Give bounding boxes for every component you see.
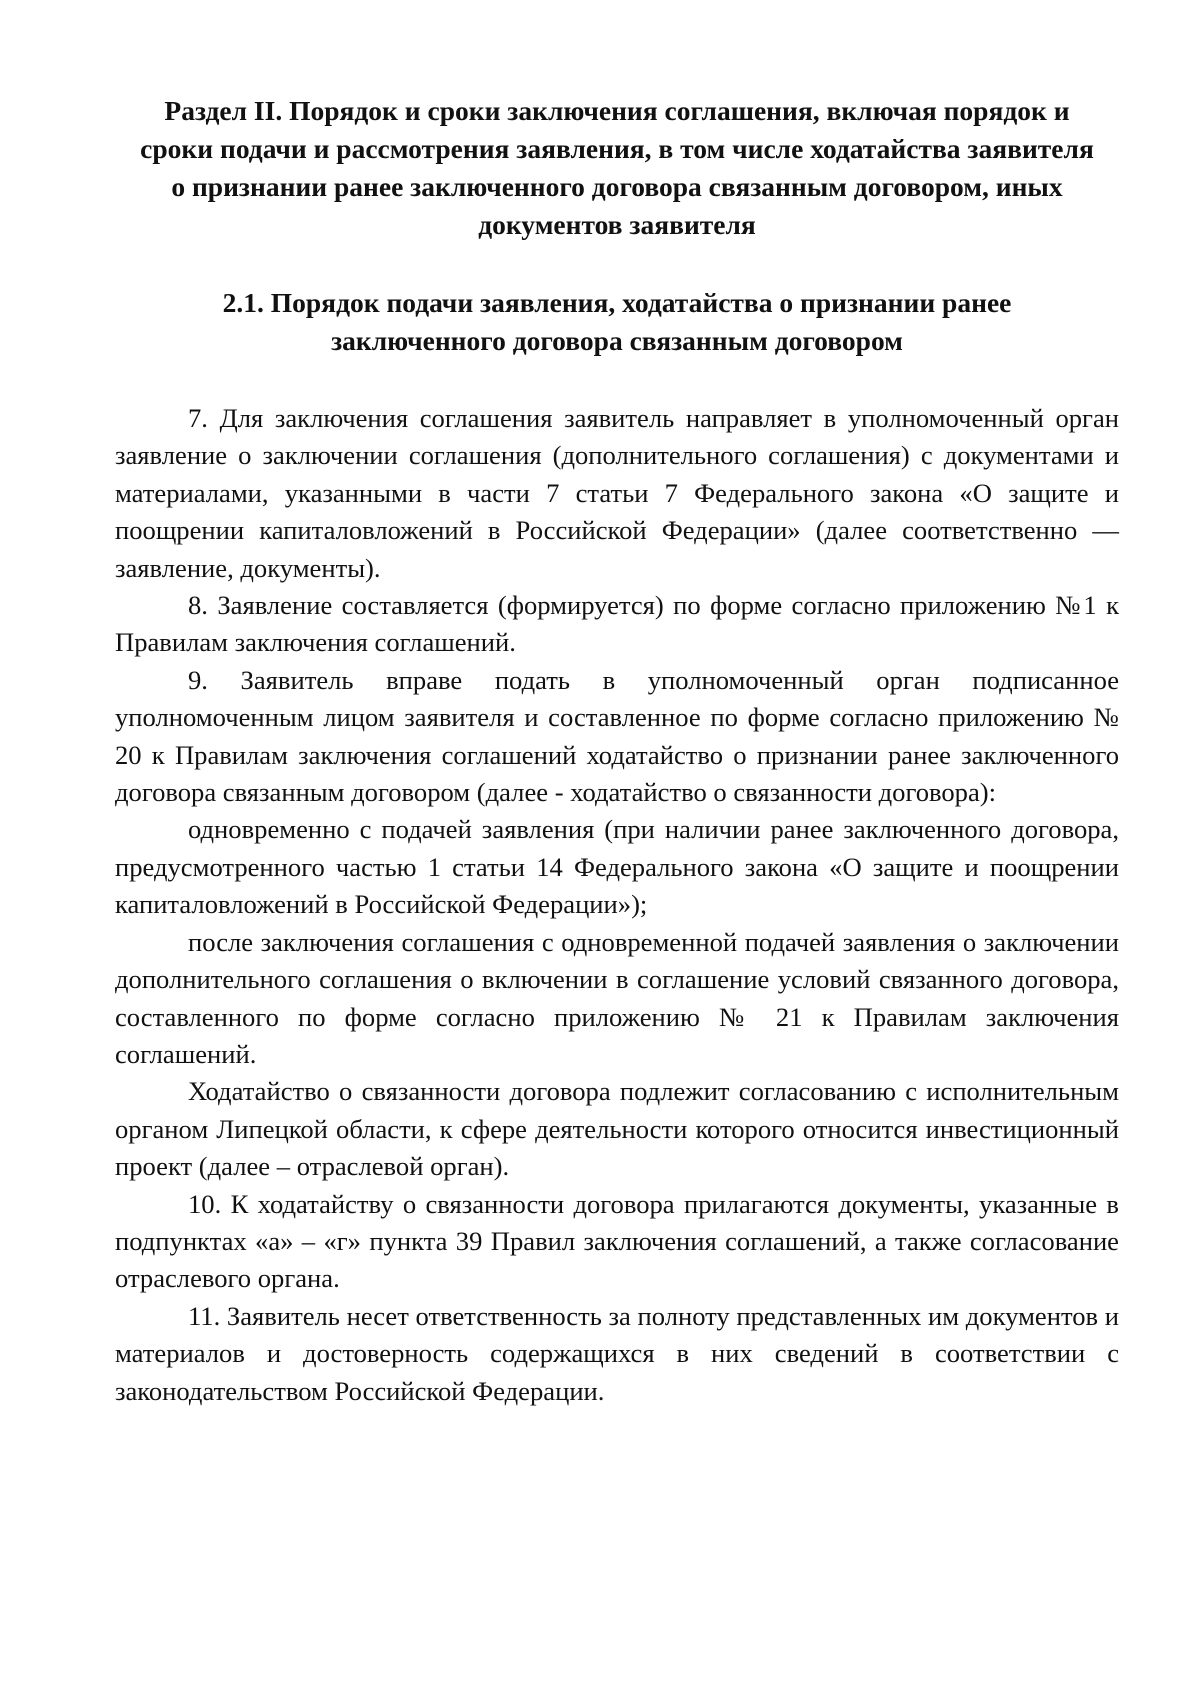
paragraph-9-option-simultaneous: одновременно с подачей заявления (при наличии ранее заключенного договора, предусмотренного частью 1 статьи 14 Федерального закона «О защите и поощрении капиталовложений в Российской Федерации»); [115, 814, 1119, 920]
section-title: Раздел II. Порядок и сроки заключения соглашения, включая порядок и сроки подачи и рассмотрения заявления, в том числе ходатайства заявителя о признании ранее заключенного договора связанным договором, иных документов заявителя [140, 95, 1094, 240]
document-body [115, 400, 1119, 1410]
paragraph-11: 11. Заявитель несет ответственность за полноту представленных им документов и материалов и достоверность содержащихся в них сведений в соответствии с законодательством Российской Федерации. [115, 1300, 1119, 1406]
paragraph-9-approval: Ходатайство о связанности договора подлежит согласованию с исполнительным органом Липецкой области, к сфере деятельности которого относится инвестиционный проект (далее – отраслевой орган). [115, 1076, 1119, 1182]
paragraph-9-option-after: после заключения соглашения с одновременной подачей заявления о заключении дополнительного соглашения о включении в соглашение условий связанного договора, составленного по форме согласно приложению № 21 к Правилам заключения соглашений. [115, 926, 1119, 1069]
subsection-title: 2.1. Порядок подачи заявления, ходатайства о признании ранее заключенного договора связанным договором [222, 287, 1012, 356]
paragraph-9: 9. Заявитель вправе подать в уполномоченный орган подписанное уполномоченным лицом заявителя и составленное по форме согласно приложению № 20 к Правилам заключения соглашений ходатайство о признании ранее заключенного договора связанным договором (далее - ходатайство о связанности договора): [115, 664, 1119, 808]
paragraph-10: 10. К ходатайству о связанности договора прилагаются документы, указанные в подпунктах «а» – «г» пункта 39 Правил заключения соглашений, а также согласование отраслевого органа. [115, 1188, 1119, 1294]
paragraph-7: 7. Для заключения соглашения заявитель направляет в уполномоченный орган заявление о заключении соглашения (дополнительного соглашения) с документами и материалами, указанными в части 7 статьи 7 Федерального закона «О защите и поощрении капиталовложений в Российской Федерации» (далее соответственно — заявление, документы). [115, 403, 1119, 583]
paragraph-8: 8. Заявление составляется (формируется) по форме согласно приложению №1 к Правилам заключения соглашений. [115, 590, 1119, 658]
document-page [115, 92, 1119, 1410]
